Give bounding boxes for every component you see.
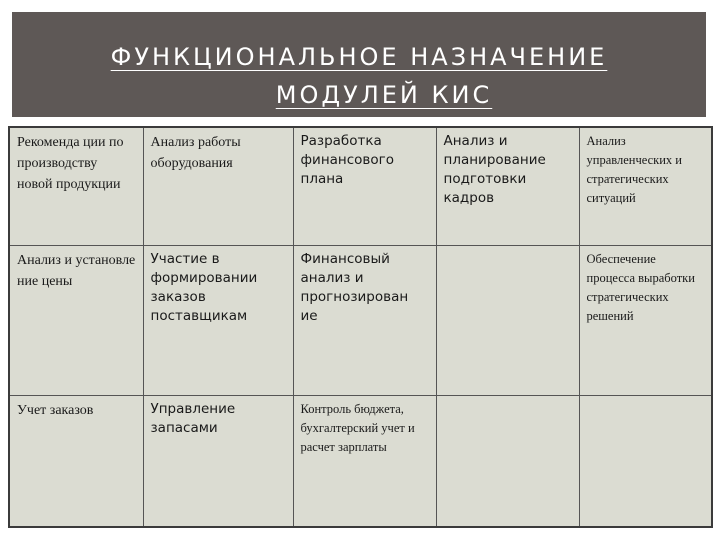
table-cell: Финансовый анализ и прогнозирован ие xyxy=(293,245,436,395)
table-cell: Анализ и планирование подготовки кадров xyxy=(436,127,579,245)
table-row xyxy=(9,245,712,395)
table-cell xyxy=(436,395,579,527)
table-row xyxy=(9,395,712,527)
title-banner xyxy=(12,12,706,117)
title-line-1: ФУНКЦИОНАЛЬНОЕ НАЗНАЧЕНИЕ xyxy=(110,43,608,71)
table-cell: Анализ работы оборудования xyxy=(143,127,293,245)
table-cell: Рекоменда ции по производству новой продукции xyxy=(9,127,143,245)
table-row xyxy=(9,127,712,245)
table-cell: Участие в формировании заказов поставщикам xyxy=(143,245,293,395)
table-cell: Анализ управленческих и стратегических ситуаций xyxy=(579,127,712,245)
modules-table xyxy=(8,126,713,528)
table-cell: Управление запасами xyxy=(143,395,293,527)
table-cell: Разработка финансового плана xyxy=(293,127,436,245)
table-cell: Контроль бюджета, бухгалтерский учет и расчет зарплаты xyxy=(293,395,436,527)
page-title xyxy=(12,38,706,114)
table-cell xyxy=(436,245,579,395)
table-cell: Обеспечение процесса выработки стратегических решений xyxy=(579,245,712,395)
title-line-2: МОДУЛЕЙ КИС xyxy=(275,81,493,109)
table-cell: Анализ и установле ние цены xyxy=(9,245,143,395)
table-cell xyxy=(579,395,712,527)
table-cell: Учет заказов xyxy=(9,395,143,527)
